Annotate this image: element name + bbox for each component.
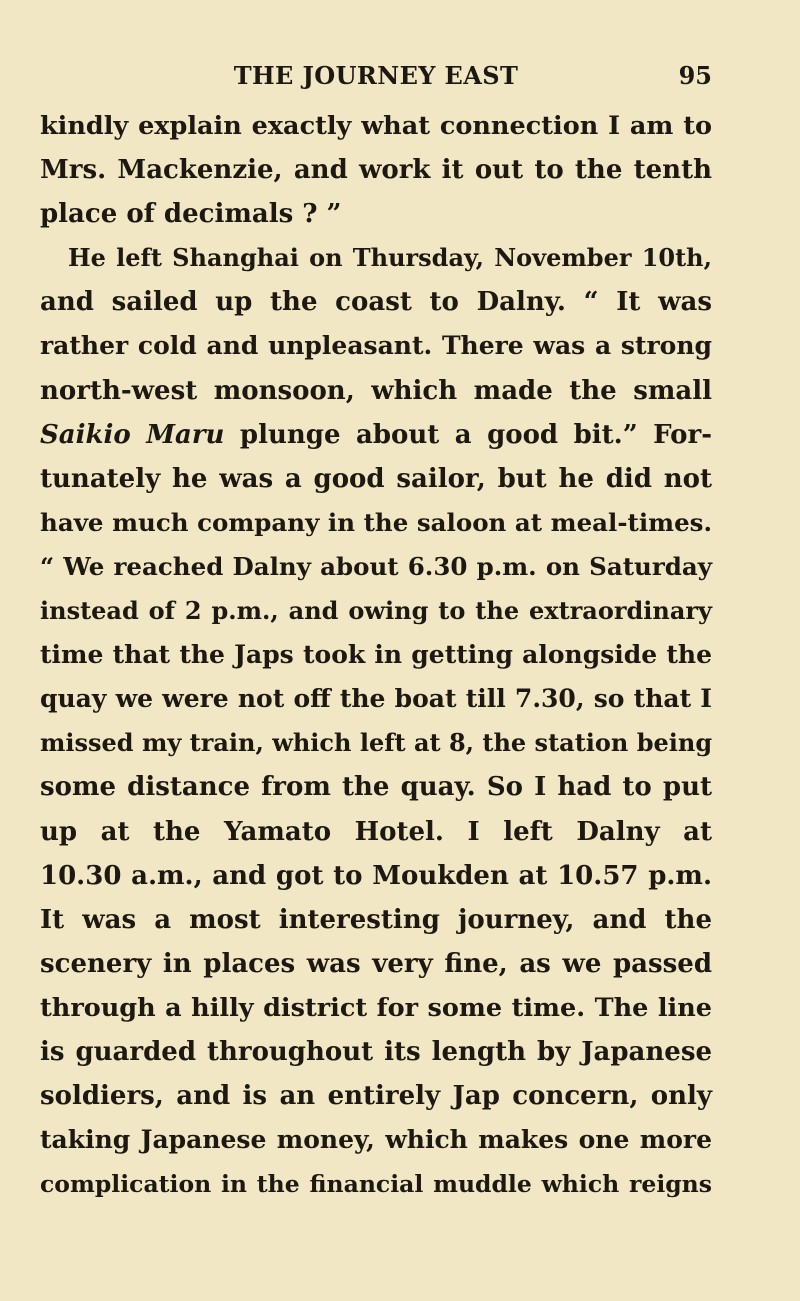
text-line: quay we were not off the boat till 7.30, so that I — [40, 684, 712, 714]
text-line: rather cold and unpleasant. There was a strong — [40, 331, 712, 361]
page-number: 95 — [678, 61, 712, 90]
running-head-title: THE JOURNEY EAST — [233, 61, 519, 90]
text-line: and sailed up the coast to Dalny. “ It was — [40, 287, 712, 318]
text-line: time that the Japs took in getting alongside the — [40, 640, 712, 670]
text-line: complication in the financial muddle which reigns — [40, 1170, 712, 1199]
text-line: kindly explain exactly what connection I am to — [40, 111, 712, 141]
text-line: Mrs. Mackenzie, and work it out to the tenth — [40, 155, 712, 186]
text-line: It was a most interesting journey, and the — [40, 904, 712, 935]
text-line: through a hilly district for some time. The line — [40, 992, 712, 1023]
text-line — [40, 413, 712, 457]
text-line: instead of 2 p.m., and owing to the extraordinary — [40, 596, 712, 626]
running-head — [40, 56, 712, 96]
text-line: “ We reached Dalny about 6.30 p.m. on Saturday — [40, 551, 712, 581]
text-line: north-west monsoon, which made the small — [40, 375, 712, 406]
text-line: have much company in the saloon at meal-times. — [40, 507, 712, 537]
text-line: 10.30 a.m., and got to Moukden at 10.57 p.m. — [40, 860, 712, 891]
text-line: is guarded throughout its length by Japanese — [40, 1036, 712, 1067]
text-line: missed my train, which left at 8, the station being — [40, 728, 713, 758]
ship-name: Saikio Maru — [40, 419, 225, 450]
text-line: place of decimals ? ” — [40, 199, 342, 230]
text-line: soldiers, and is an entirely Jap concern, only — [40, 1081, 712, 1112]
text-line: taking Japanese money, which makes one more — [40, 1125, 712, 1155]
text-line: up at the Yamato Hotel. I left Dalny at — [40, 816, 712, 847]
text-line-rest: plunge about a good bit.” For- — [224, 419, 713, 450]
body-text — [40, 104, 712, 1206]
text-line: tunately he was a good sailor, but he did not — [40, 463, 712, 494]
text-line: He left Shanghai on Thursday, November 10th, — [68, 243, 712, 273]
text-line: scenery in places was very fine, as we passed — [40, 948, 712, 979]
text-line: some distance from the quay. So I had to put — [40, 772, 712, 803]
